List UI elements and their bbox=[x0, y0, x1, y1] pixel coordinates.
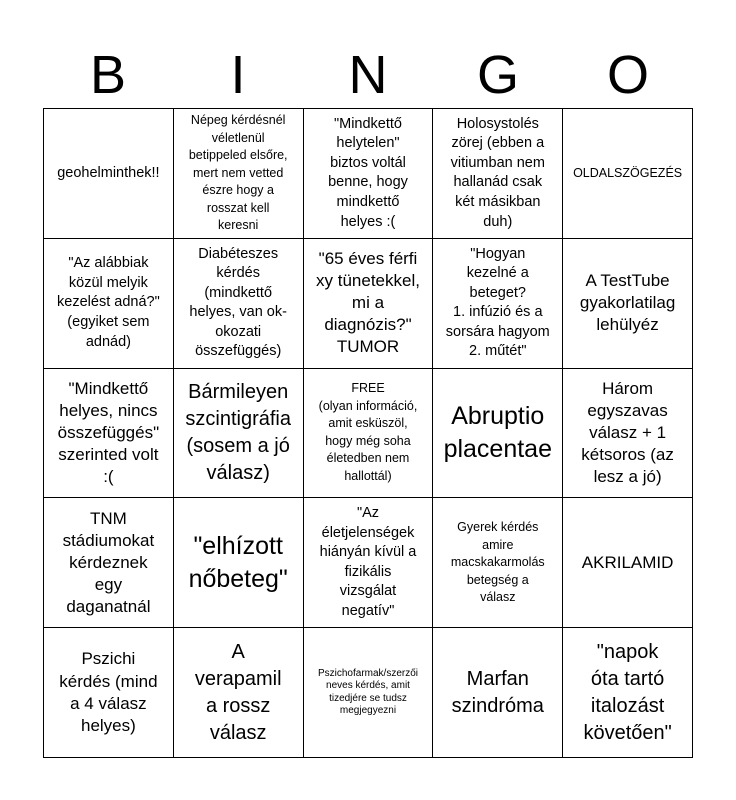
bingo-cell-text: Pszichi kérdés (mind a 4 válasz helyes) bbox=[59, 649, 158, 735]
bingo-cell[interactable] bbox=[44, 498, 174, 628]
bingo-cell-text: Diabéteszes kérdés (mindkettő helyes, van ok- okozati összefüggés) bbox=[189, 245, 287, 360]
bingo-cell[interactable] bbox=[433, 628, 563, 758]
bingo-cell[interactable] bbox=[563, 498, 693, 628]
bingo-cell-text: "Mindkettő helytelen" biztos voltál benne, hogy mindkettő helyes :( bbox=[328, 115, 408, 230]
bingo-cell[interactable] bbox=[304, 109, 434, 239]
bingo-cell[interactable] bbox=[44, 109, 174, 239]
bingo-cell-text: "65 éves férfi xy tünetekkel, mi a diagnózis?" TUMOR bbox=[316, 248, 420, 357]
header-letter-b: B bbox=[89, 45, 127, 105]
free-space-cell[interactable] bbox=[304, 369, 434, 499]
header-letter-g: G bbox=[476, 45, 519, 105]
bingo-cell[interactable] bbox=[563, 239, 693, 369]
bingo-cell[interactable] bbox=[174, 498, 304, 628]
bingo-cell-text: TNM stádiumokat kérdeznek egy daganatnál bbox=[62, 508, 155, 616]
bingo-cell[interactable] bbox=[174, 239, 304, 369]
header-letter-o: O bbox=[606, 45, 649, 105]
header-letter-n: N bbox=[348, 45, 388, 105]
bingo-cell[interactable] bbox=[304, 628, 434, 758]
bingo-cell[interactable] bbox=[433, 239, 563, 369]
bingo-cell[interactable] bbox=[563, 109, 693, 239]
bingo-cell-text: "Hogyan kezelné a beteget? 1. infúzió és a sorsára hagyom 2. műtét" bbox=[445, 245, 550, 360]
bingo-cell-text: AKRILAMID bbox=[581, 552, 674, 572]
bingo-cell-text: "Az életjelenségek hiányán kívül a fizikális vizsgálat negatív" bbox=[319, 505, 417, 619]
bingo-cell-text: geohelminthek!! bbox=[57, 164, 160, 181]
bingo-cell-text: "napok óta tartó italozást követően" bbox=[583, 640, 672, 744]
bingo-cell-text: Gyerek kérdés amire macskakarmolás betegség a válasz bbox=[450, 520, 545, 605]
bingo-cell[interactable] bbox=[174, 628, 304, 758]
bingo-cell-text: Abruptio placentae bbox=[443, 402, 552, 463]
bingo-cell-text: Bármileyen szcintigráfia (sosem a jó válasz) bbox=[185, 380, 291, 484]
bingo-cell[interactable] bbox=[433, 109, 563, 239]
free-space-text: FREE (olyan információ, amit esküszöl, hogy még soha életedben nem hallottál) bbox=[318, 381, 418, 483]
bingo-cell[interactable] bbox=[44, 239, 174, 369]
bingo-cell[interactable] bbox=[304, 498, 434, 628]
bingo-cell-text: Népeg kérdésnél véletlenül betippeled elsőre, mert nem vetted észre hogy a rosszat kell keresni bbox=[188, 113, 288, 233]
bingo-cell[interactable] bbox=[174, 109, 304, 239]
bingo-cell-text: Három egyszavas válasz + 1 kétsoros (az lesz a jó) bbox=[581, 378, 674, 487]
bingo-cell-text: A TestTube gyakorlatilag lehülyéz bbox=[579, 271, 676, 335]
bingo-cell-text: "Az alábbiak közül melyik kezelést adná?" (egyiket sem adnád) bbox=[57, 255, 160, 350]
bingo-cell-text: Marfan szindróma bbox=[451, 667, 544, 717]
bingo-board bbox=[43, 108, 693, 758]
bingo-cell[interactable] bbox=[304, 239, 434, 369]
bingo-cell[interactable] bbox=[563, 369, 693, 499]
bingo-cell-text: OLDALSZÖGEZÉS bbox=[573, 165, 683, 180]
header-letter-i: I bbox=[230, 45, 246, 105]
bingo-header bbox=[43, 40, 693, 106]
bingo-cell-text: "elhízott nőbeteg" bbox=[188, 532, 288, 593]
bingo-cell-text: "Mindkettő helyes, nincs összefüggés" szerinted volt :( bbox=[57, 378, 160, 487]
bingo-cell[interactable] bbox=[44, 369, 174, 499]
bingo-cell[interactable] bbox=[44, 628, 174, 758]
bingo-cell-text: A verapamil a rossz válasz bbox=[194, 640, 282, 744]
bingo-cell[interactable] bbox=[433, 498, 563, 628]
bingo-cell[interactable] bbox=[174, 369, 304, 499]
bingo-cell-text: Pszichofarmak/szerzői neves kérdés, amit tizedjére se tudsz megjegyezni bbox=[317, 667, 418, 717]
bingo-cell[interactable] bbox=[563, 628, 693, 758]
bingo-cell-text: Holosystolés zörej (ebben a vitiumban nem hallanád csak két másikban duh) bbox=[450, 115, 545, 230]
bingo-cell[interactable] bbox=[433, 369, 563, 499]
